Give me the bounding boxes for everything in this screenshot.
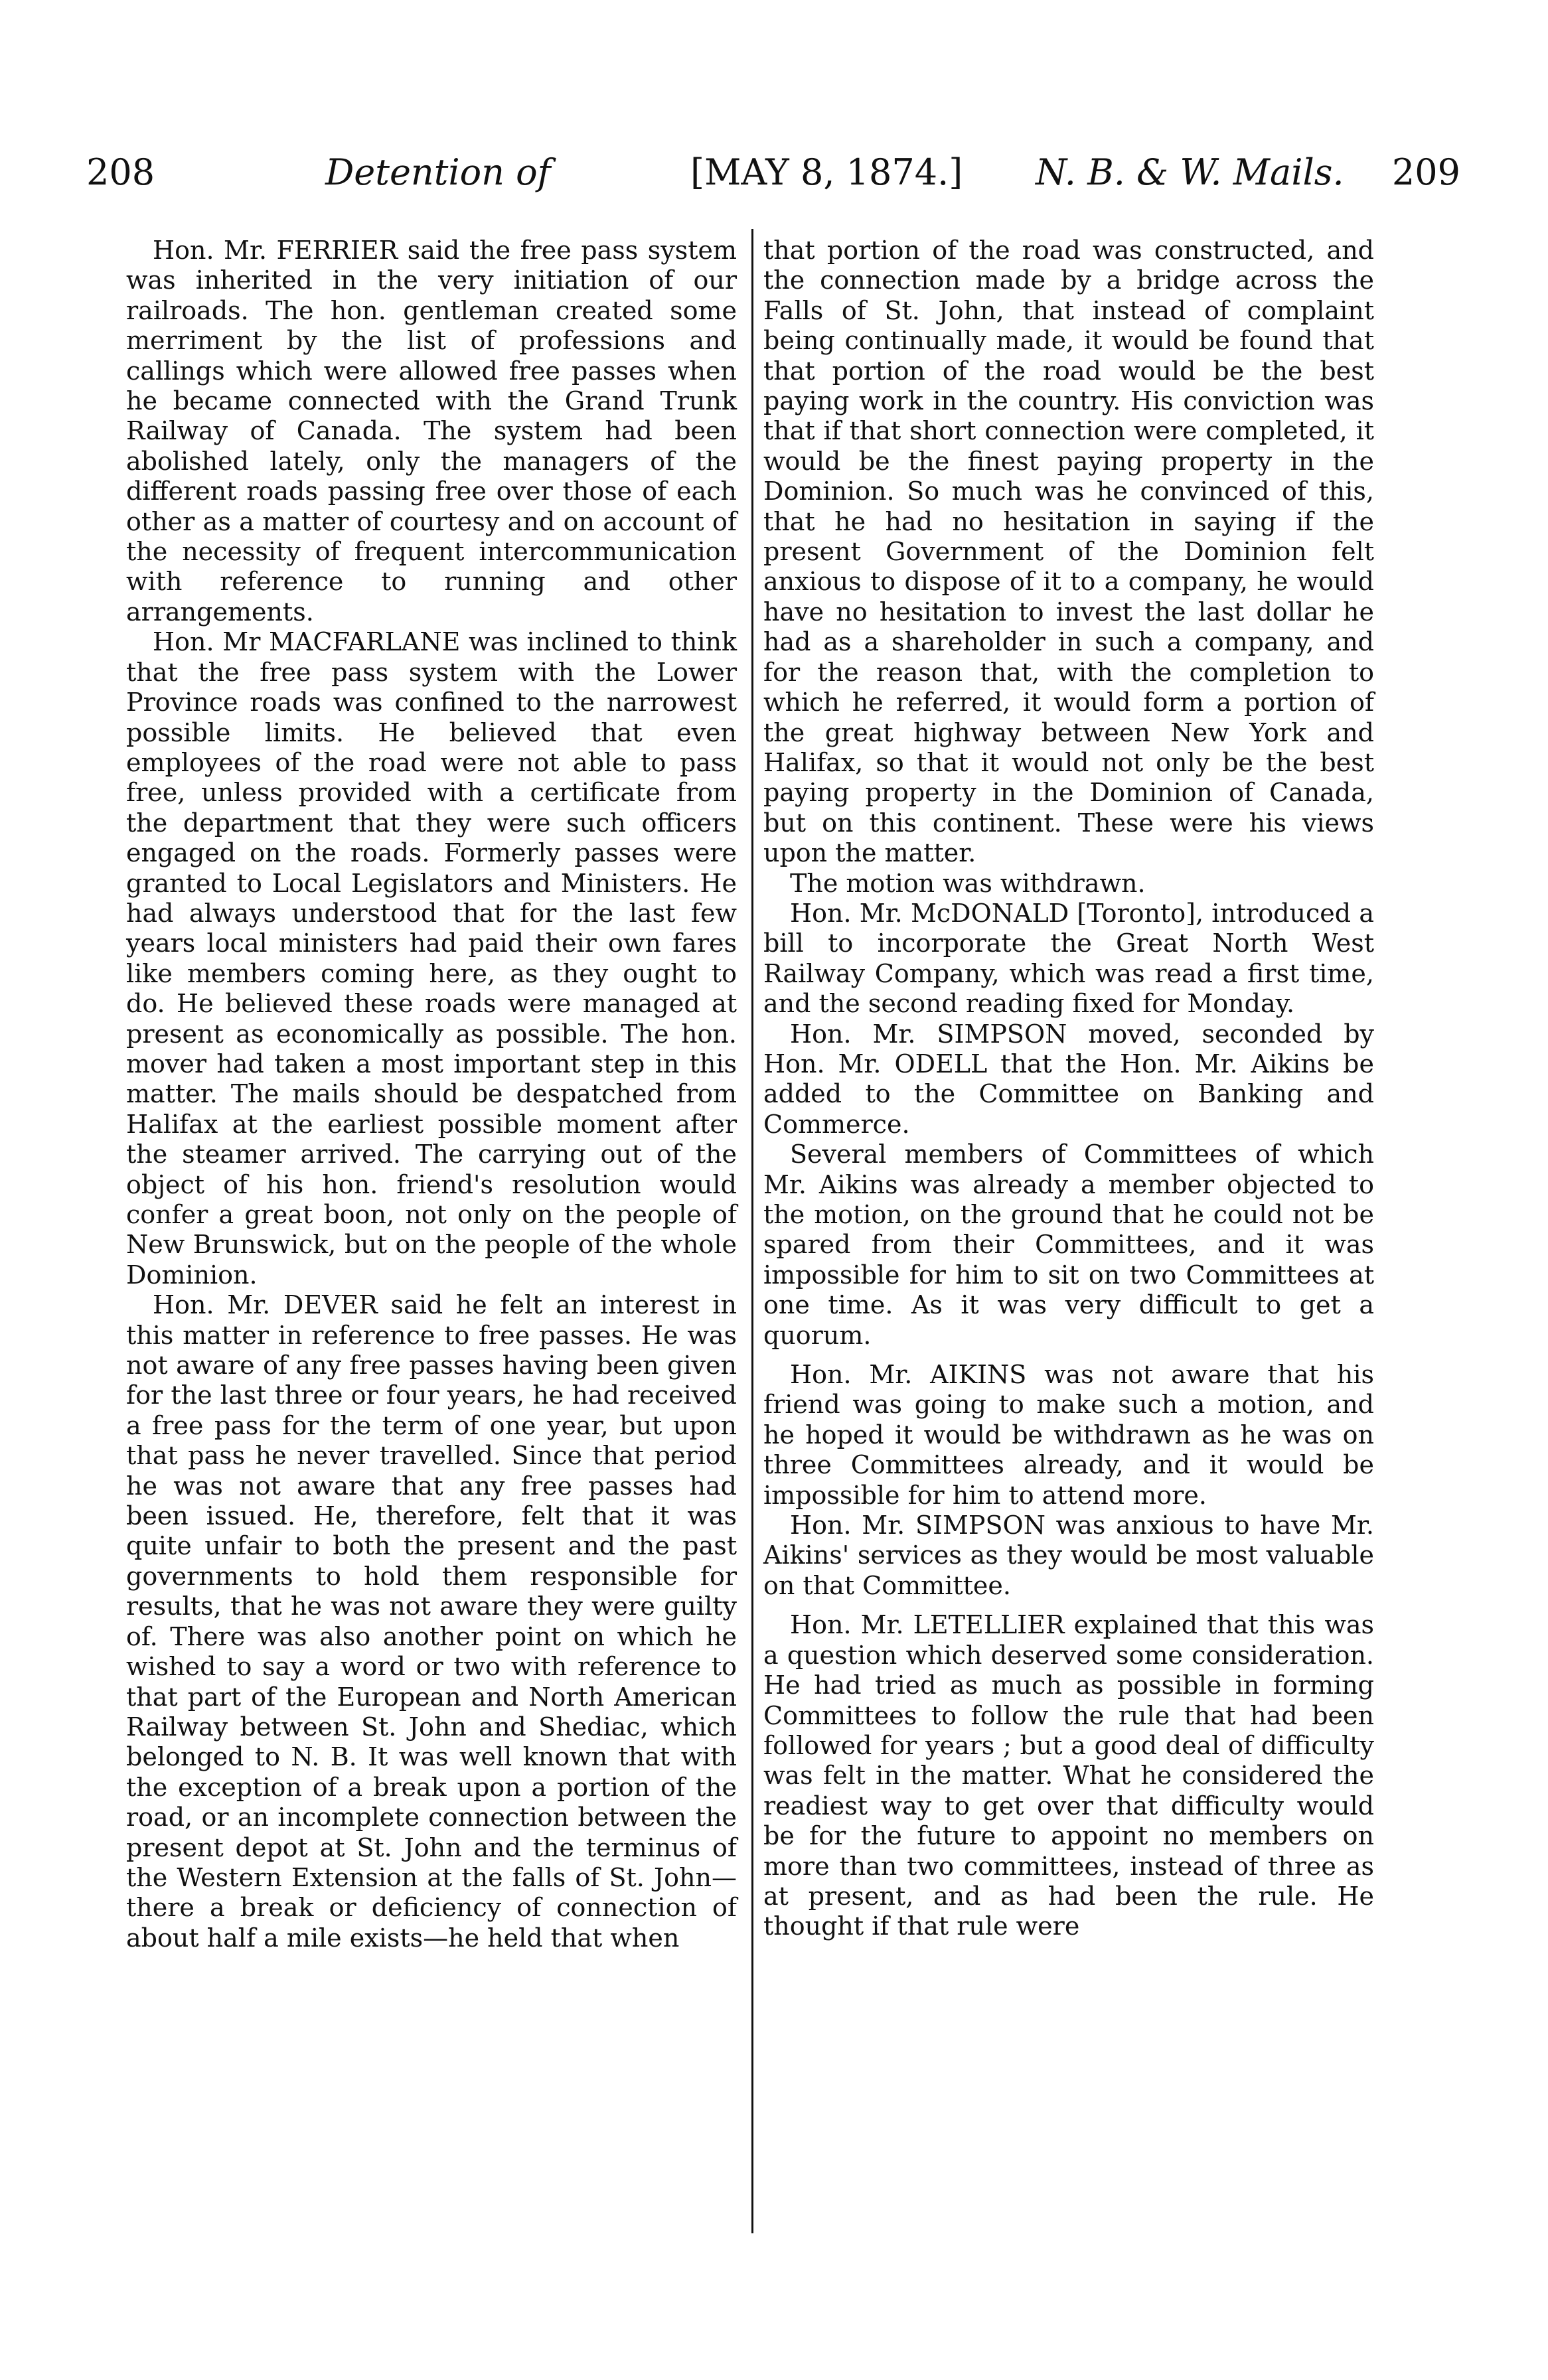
paragraph-dever: Hon. Mr. DEVER said he felt an interest in this matter in reference to free passes. He was not aware of any free passes having been given for the last three or four years, he had received a free pass for the term of one year, but upon that pass he never travelled. Since that period he was not aware that any free passes had been issued. He, therefore, felt that it was quite unfair to both the present and the past governments to hold them responsible for results, that he was not aware they were guilty of. There was also another point on which he wished to say a word or two with reference to that part of the European and North American Railway between St. John and Shediac, which belonged to N. B. It was well known that with the exception of a break upon a portion of the road, or an incomplete connection between the present depot at St. John and the terminus of the Western Extension at the falls of St. John—there a break or deficiency of connection of about half a mile exists—he held that when [126,1290,737,1953]
paragraph-motion-withdrawn: The motion was withdrawn. [790,868,1146,898]
column-divider [751,229,753,2233]
paragraph-continuation: that portion of the road was constructed, and the connection made by a bridge across the Falls of St. John, that instead of complaint being continually made, it would be found that that portion of the road would be the best paying work in the country. His conviction was that if that short connection were completed, it would be the finest paying property in the Dominion. So much was he convinced of this, that he had no hesitation in saying if the present Government of the Dominion felt anxious to dispose of it to a company, he would have no hesitation to invest the last dollar he had as a shareholder in such a company, and for the reason that, with the completion to which he referred, it would form a portion of the great highway between New York and Halifax, so that it would not only be the best paying property in the Dominion of Canada, but on this continent. These were his views upon the matter. [763,236,1374,868]
left-column [126,236,737,1953]
paragraph-ferrier: Hon. Mr. FERRIER said the free pass system was inherited in the very initiation of our railroads. The hon. gentleman created some merriment by the list of professions and callings which were allowed free passes when he became connected with the Grand Trunk Railway of Canada. The system had been abolished lately, only the managers of the different roads passing free over those of each other as a matter of courtesy and on account of the necessity of frequent intercommunication with reference to running and other arrangements. [126,236,737,627]
paragraph-aikins: Hon. Mr. AIKINS was not aware that his friend was going to make such a motion, and he hoped it would be withdrawn as he was on three Committees already, and it would be impossible for him to attend more. [763,1360,1374,1510]
paragraph-simpson-anxious: Hon. Mr. SIMPSON was anxious to have Mr. Aikins' services as they would be most valuable on that Committee. [763,1511,1374,1600]
paragraph-simpson-motion: Hon. Mr. SIMPSON moved, seconded by Hon. Mr. ODELL that the Hon. Mr. Aikins be added to the Committee on Banking and Commerce. [763,1019,1374,1139]
right-column [763,236,1374,1942]
running-title-left: Detention of [325,151,551,193]
paragraph-mcdonald: Hon. Mr. McDONALD [Toronto], introduced a bill to incorporate the Great North West Railway Company, which was read a first time, and the second reading fixed for Monday. [763,898,1374,1019]
paragraph-macfarlane: Hon. Mr MACFARLANE was inclined to think that the free pass system with the Lower Province roads was confined to the narrowest possible limits. He believed that even employees of the road were not able to pass free, unless provided with a certificate from the department that they were such officers engaged on the roads. Formerly passes were granted to Local Legislators and Ministers. He had always understood that for the last few years local ministers had paid their own fares like members coming here, as they ought to do. He believed these roads were managed at present as economically as possible. The hon. mover had taken a most important step in this matter. The mails should be despatched from Halifax at the earliest possible moment after the steamer arrived. The carrying out of the object of his hon. friend's resolution would confer a great boon, not only on the people of New Brunswick, but on the people of the whole Dominion. [126,627,737,1290]
page-number-right: 209 [1391,151,1460,193]
running-title-right: N. B. & W. Mails. [1036,151,1344,193]
paragraph-several-members: Several members of Committees of which Mr. Aikins was already a member objected to the motion, on the ground that he could not be spared from their Committees, and it was impossible for him to sit on two Committees at one time. As it was very difficult to get a quorum. [763,1140,1374,1350]
page-number-left: 208 [86,151,155,193]
page-header [86,133,1460,212]
session-date: [MAY 8, 1874.] [690,151,963,193]
paragraph-letellier: Hon. Mr. LETELLIER explained that this was a question which deserved some consideration. He had tried as much as possible in forming Committees to follow the rule that had been followed for years ; but a good deal of difficulty was felt in the matter. What he considered the readiest way to get over that difficulty would be for the future to appoint no members on more than two committees, instead of three as at present, and as had been the rule. He thought if that rule were [763,1610,1374,1941]
